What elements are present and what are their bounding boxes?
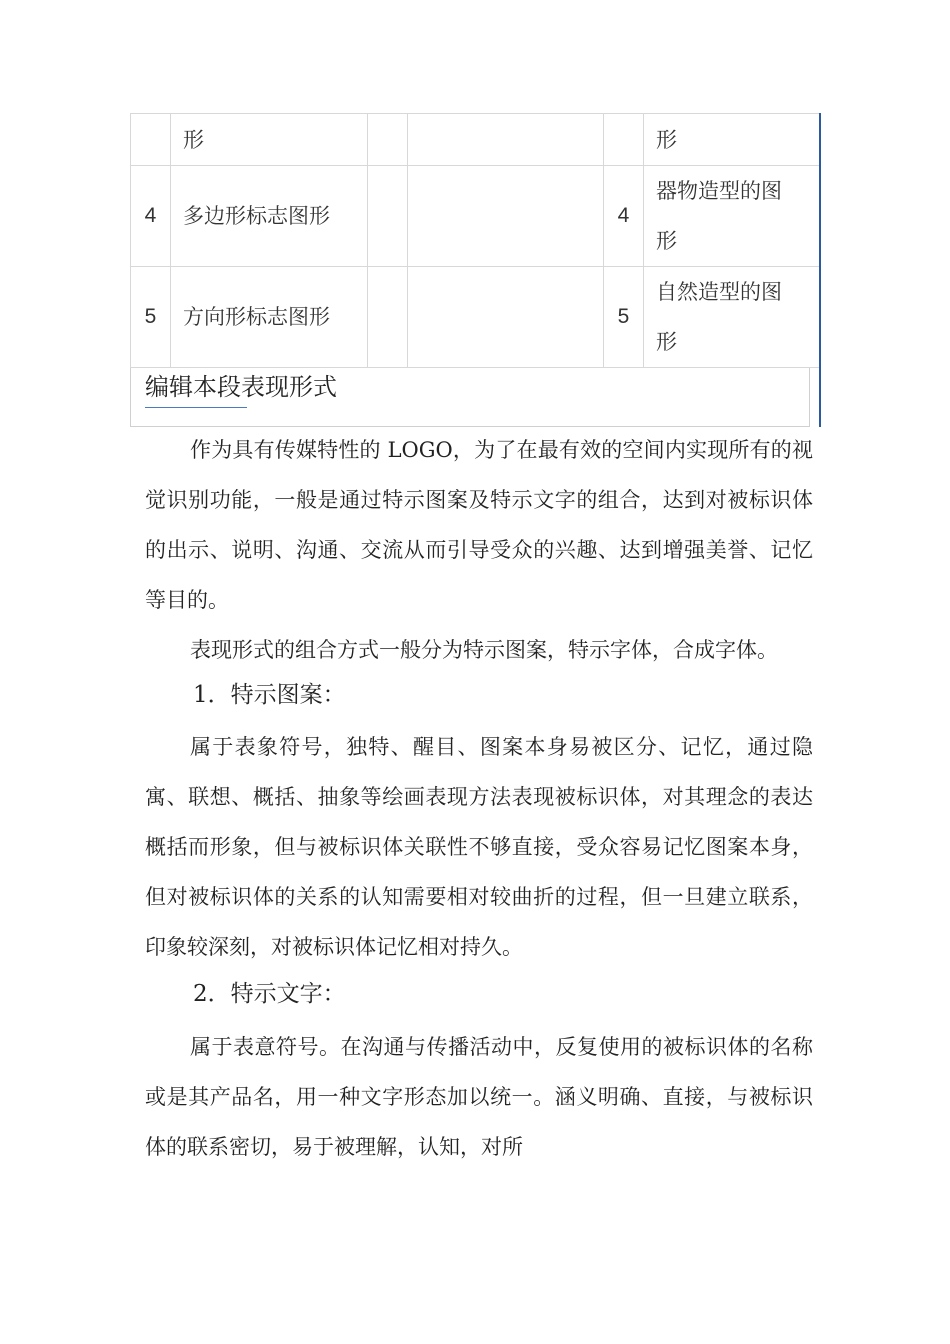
shape-name-right: 器物造型的图形 [644, 166, 821, 267]
special-pattern-paragraph: 属于表象符号，独特、醒目、图案本身易被区分、记忆，通过隐寓、联想、概括、抽象等绘画表现方法表现被标识体，对其理念的表达概括而形象，但与被标识体关联性不够直接，受众容易记忆图案本身，但对被标识体的关系的认知需要相对较曲折的过程，但一旦建立联系，印象较深刻，对被标识体记忆相对持久。 [145, 735, 813, 959]
table-row [131, 114, 821, 166]
empty-cell [368, 267, 408, 368]
combination-paragraph: 表现形式的组合方式一般分为特示图案，特示字体，合成字体。 [190, 638, 778, 662]
shape-name-left: 多边形标志图形 [171, 166, 368, 267]
row-number-left: 5 [131, 267, 171, 368]
empty-cell [368, 114, 408, 166]
section-heading-box [130, 368, 810, 427]
empty-cell [408, 166, 604, 267]
empty-cell [408, 267, 604, 368]
margin-rule [819, 113, 821, 427]
empty-cell [368, 166, 408, 267]
special-text-paragraph: 属于表意符号。在沟通与传播活动中，反复使用的被标识体的名称或是其产品名，用一种文字形态加以统一。涵义明确、直接，与被标识体的联系密切，易于被理解，认知，对所 [145, 1035, 813, 1159]
row-number-left [131, 114, 171, 166]
row-number-right: 4 [604, 166, 644, 267]
shape-name-right: 形 [644, 114, 821, 166]
section-heading: 编辑本段表现形式 [145, 373, 337, 401]
shape-table-container [130, 113, 820, 368]
heading-underline [145, 407, 247, 408]
shape-name-left: 方向形标志图形 [171, 267, 368, 368]
shape-name-right: 自然造型的图形 [644, 267, 821, 368]
subheading-special-pattern: 1．特示图案： [193, 682, 346, 708]
subheading-special-text: 2．特示文字： [193, 981, 346, 1007]
row-number-left: 4 [131, 166, 171, 267]
shape-table [130, 113, 821, 368]
shape-name-left: 形 [171, 114, 368, 166]
row-number-right: 5 [604, 267, 644, 368]
intro-paragraph: 作为具有传媒特性的 LOGO，为了在最有效的空间内实现所有的视觉识别功能，一般是通过特示图案及特示文字的组合，达到对被标识体的出示、说明、沟通、交流从而引导受众的兴趣、达到增强美誉、记忆等目的。 [145, 438, 813, 612]
table-row [131, 267, 821, 368]
empty-cell [408, 114, 604, 166]
row-number-right [604, 114, 644, 166]
table-row [131, 166, 821, 267]
